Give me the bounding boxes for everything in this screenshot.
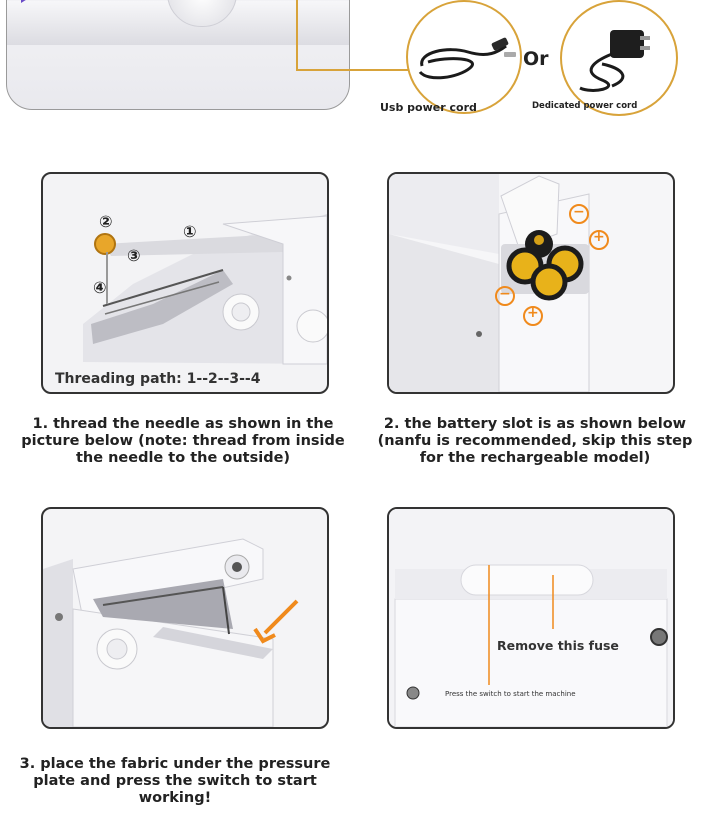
threading-illustration [43, 174, 327, 392]
power-adapter-icon [562, 2, 676, 114]
minus-icon: − [499, 286, 511, 302]
battery-illustration [389, 174, 673, 392]
threading-photo [41, 172, 329, 394]
fuse-label: Remove this fuse [497, 638, 619, 653]
dedicated-cord-label: Dedicated power cord [532, 101, 638, 111]
marker-3: ③ [127, 246, 141, 265]
threading-path-label: Threading path: 1--2--3--4 [55, 371, 261, 387]
step-3-caption: 3. place the fabric under the pressure plate and press the switch to start working! [19, 756, 331, 806]
pressure-plate-photo [41, 507, 329, 729]
step-1-caption: 1. thread the needle as shown in the picture below (note: thread from inside the needle to the outside) [21, 416, 345, 466]
plus-icon: + [593, 229, 605, 245]
fuse-photo [387, 507, 675, 729]
connector-line [296, 69, 410, 71]
usb-cord-icon [408, 2, 520, 112]
or-text: Or [523, 48, 549, 70]
connector-line [296, 0, 298, 71]
marker-2: ② [99, 212, 113, 231]
minus-icon: − [573, 204, 585, 220]
purple-arrow-icon [21, 0, 29, 3]
battery-slot-photo [387, 172, 675, 394]
marker-1: ① [183, 222, 197, 241]
marker-4: ④ [93, 278, 107, 297]
usb-cord-circle [406, 0, 522, 114]
usb-cord-label: Usb power cord [380, 101, 477, 114]
sewing-machine-top-photo [6, 0, 350, 110]
step-2-caption: 2. the battery slot is as shown below (nanfu is recommended, skip this step for the rechargeable model) [377, 416, 693, 466]
dedicated-cord-circle [560, 0, 678, 116]
plus-icon: + [527, 305, 539, 321]
pressure-plate-illustration [43, 509, 327, 727]
switch-label: Press the switch to start the machine [445, 690, 576, 698]
